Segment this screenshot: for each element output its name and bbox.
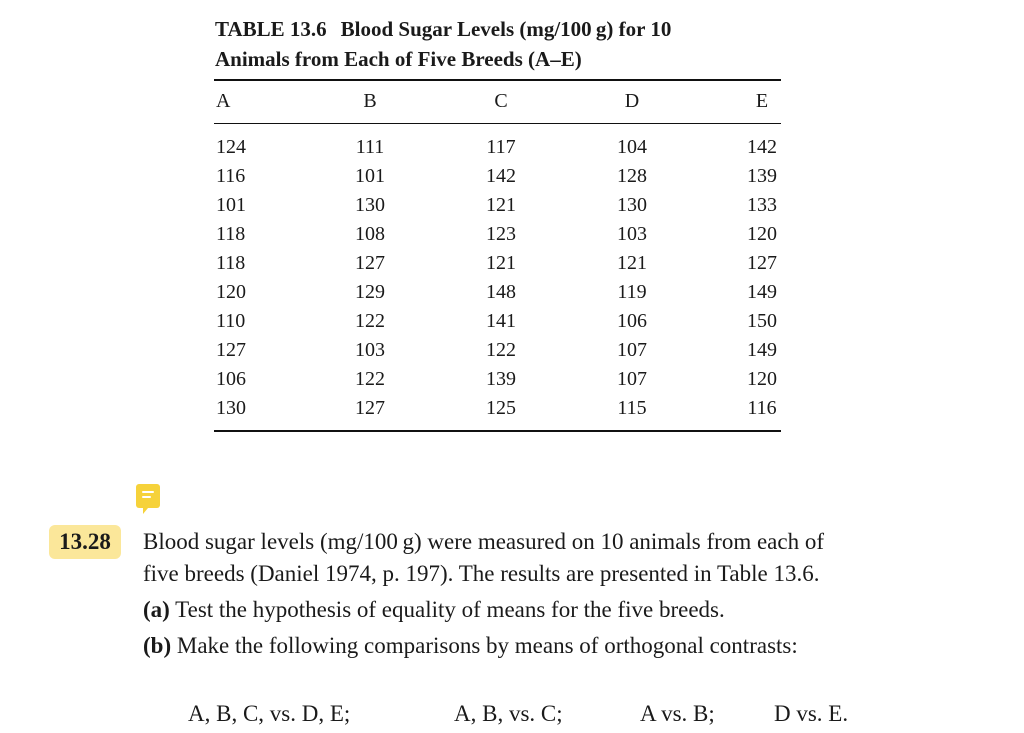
table-cell: 117 [486, 136, 516, 158]
note-comment-icon[interactable] [136, 484, 160, 508]
table-cell: 121 [486, 252, 516, 274]
note-line [142, 491, 154, 493]
table-cell: 111 [355, 136, 385, 158]
table-cell: 141 [486, 310, 516, 332]
table-cell: 118 [216, 223, 246, 245]
table-cell: 142 [486, 165, 516, 187]
part-a-label: (a) [143, 597, 170, 622]
table-bottom-rule [214, 430, 781, 432]
table-cell: 124 [216, 136, 246, 158]
table-cell: 133 [747, 194, 777, 216]
part-b-text: Make the following comparisons by means of orthogonal contrasts: [171, 633, 798, 658]
column-header-d: D [624, 90, 640, 112]
column-header-b: B [363, 90, 377, 112]
table-cell: 104 [617, 136, 647, 158]
table-cell: 116 [216, 165, 246, 187]
table-cell: 121 [486, 194, 516, 216]
table-cell: 120 [216, 281, 246, 303]
problem-text-line-1: Blood sugar levels (mg/100 g) were measured on 10 animals from each of [143, 529, 824, 554]
table-cell: 103 [617, 223, 647, 245]
table-cell: 130 [355, 194, 385, 216]
note-tail [143, 508, 148, 514]
table-cell: 110 [216, 310, 246, 332]
table-cell: 149 [747, 339, 777, 361]
table-cell: 122 [355, 310, 385, 332]
table-cell: 148 [486, 281, 516, 303]
table-cell: 139 [747, 165, 777, 187]
note-line [142, 496, 151, 498]
table-cell: 120 [747, 223, 777, 245]
contrast-2: A, B, vs. C; [454, 701, 563, 726]
table-cell: 101 [355, 165, 385, 187]
table-cell: 128 [617, 165, 647, 187]
table-cell: 103 [355, 339, 385, 361]
table-cell: 121 [617, 252, 647, 274]
table-cell: 122 [486, 339, 516, 361]
problem-part-b [143, 630, 798, 662]
table-cell: 139 [486, 368, 516, 390]
table-cell: 127 [747, 252, 777, 274]
table-cell: 149 [747, 281, 777, 303]
contrast-3: A vs. B; [640, 701, 715, 726]
table-cell: 116 [747, 397, 777, 419]
table-column-e [722, 133, 802, 423]
table-column-a [216, 133, 276, 423]
problem-part-a [143, 594, 725, 626]
table-cell: 130 [617, 194, 647, 216]
table-cell: 115 [617, 397, 647, 419]
table-cell: 107 [617, 368, 647, 390]
column-header-e: E [755, 90, 769, 112]
problem-number-highlight: 13.28 [49, 525, 121, 559]
table-title-line-1: Blood Sugar Levels (mg/100 g) for 10 [340, 17, 672, 41]
table-column-b [330, 133, 410, 423]
part-a-text: Test the hypothesis of equality of means for the five breeds. [169, 597, 725, 622]
table-cell: 127 [216, 339, 246, 361]
table-cell: 130 [216, 397, 246, 419]
problem-text-line-2: five breeds (Daniel 1974, p. 197). The results are presented in Table 13.6. [143, 561, 820, 586]
table-cell: 125 [486, 397, 516, 419]
contrast-4: D vs. E. [774, 701, 849, 726]
table-cell: 108 [355, 223, 385, 245]
table-column-c [461, 133, 541, 423]
table-cell: 127 [355, 252, 385, 274]
table-cell: 123 [486, 223, 516, 245]
table-cell: 101 [216, 194, 246, 216]
table-cell: 150 [747, 310, 777, 332]
part-b-label: (b) [143, 633, 172, 658]
column-header-c: C [494, 90, 508, 112]
table-cell: 127 [355, 397, 385, 419]
table-cell: 129 [355, 281, 385, 303]
table-header-rule [214, 123, 781, 124]
caption-line-1 [215, 14, 795, 44]
contrast-1: A, B, C, vs. D, E; [188, 701, 351, 726]
table-caption [215, 14, 795, 74]
table-cell: 118 [216, 252, 246, 274]
table-cell: 142 [747, 136, 777, 158]
column-header-a: A [216, 90, 231, 112]
table-cell: 119 [617, 281, 647, 303]
table-cell: 107 [617, 339, 647, 361]
table-title-line-2: Animals from Each of Five Breeds (A–E) [215, 47, 582, 71]
table-label: TABLE 13.6 [215, 17, 327, 41]
table-top-rule [214, 79, 781, 81]
table-cell: 122 [355, 368, 385, 390]
table-column-d [592, 133, 672, 423]
table-cell: 106 [617, 310, 647, 332]
table-cell: 120 [747, 368, 777, 390]
table-cell: 106 [216, 368, 246, 390]
